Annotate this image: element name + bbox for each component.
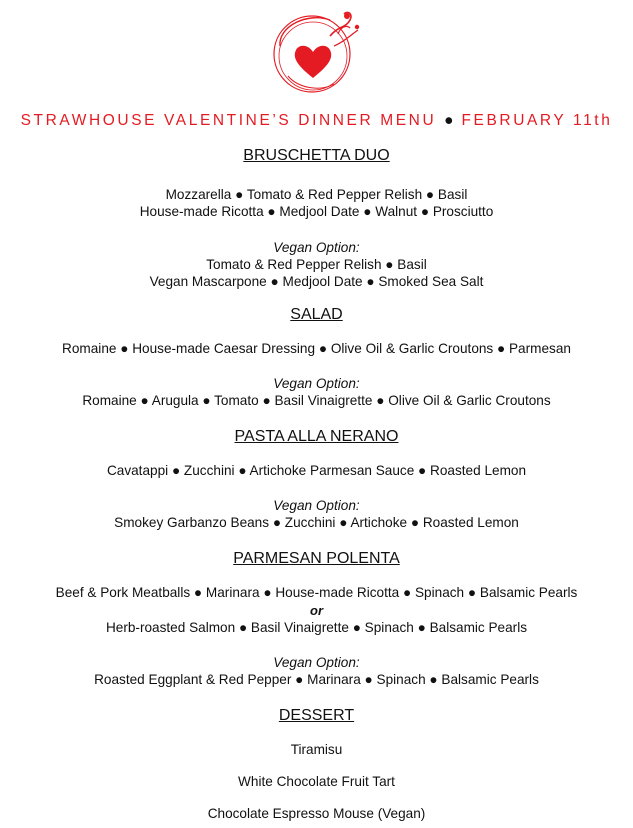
polenta-line-2: Herb-roasted Salmon ● Basil Vinaigrette ● Spinach ● Balsamic Pearls <box>105 620 528 635</box>
menu-date: FEBRUARY 11th <box>461 112 613 129</box>
polenta-line-1: Beef & Pork Meatballs ● Marinara ● House-made Ricotta ● Spinach ● Balsamic Pearls <box>55 585 578 600</box>
salad-vegan-line-1: Romaine ● Arugula ● Tomato ● Basil Vinaigrette ● Olive Oil & Garlic Croutons <box>82 393 551 408</box>
menu-title-main: STRAWHOUSE VALENTINE’S DINNER MENU <box>20 112 437 129</box>
polenta-or: or <box>310 603 323 618</box>
bruschetta-line-1: Mozzarella ● Tomato & Red Pepper Relish ● Basil <box>165 187 468 202</box>
salad-line-1: Romaine ● House-made Caesar Dressing ● Olive Oil & Garlic Croutons ● Parmesan <box>62 341 571 356</box>
title-separator: ● <box>444 112 454 129</box>
menu-title <box>0 112 633 130</box>
bruschetta-vegan-line-2: Vegan Mascarpone ● Medjool Date ● Smoked Sea Salt <box>149 274 484 289</box>
bruschetta-vegan-line-1: Tomato & Red Pepper Relish ● Basil <box>206 257 427 272</box>
bruschetta-line-2: House-made Ricotta ● Medjool Date ● Walnut ● Prosciutto <box>139 204 494 219</box>
section-heading-polenta: PARMESAN POLENTA <box>233 550 400 567</box>
polenta-vegan-label: Vegan Option: <box>273 655 360 670</box>
salad-vegan-label: Vegan Option: <box>273 376 360 391</box>
section-heading-dessert: DESSERT <box>278 707 355 724</box>
dessert-item-2: White Chocolate Fruit Tart <box>238 774 395 789</box>
section-heading-pasta: PASTA ALLA NERANO <box>234 428 399 445</box>
dessert-item-3: Chocolate Espresso Mouse (Vegan) <box>207 806 426 821</box>
pasta-vegan-label: Vegan Option: <box>273 498 360 513</box>
section-heading-bruschetta: BRUSCHETTA DUO <box>243 147 390 164</box>
heart-swirl-logo-icon <box>268 6 364 98</box>
pasta-vegan-line-1: Smokey Garbanzo Beans ● Zucchini ● Artichoke ● Roasted Lemon <box>114 515 519 530</box>
pasta-line-1: Cavatappi ● Zucchini ● Artichoke Parmesan Sauce ● Roasted Lemon <box>106 463 527 478</box>
dessert-item-1: Tiramisu <box>290 742 343 757</box>
section-heading-salad: SALAD <box>290 306 343 323</box>
bruschetta-vegan-label: Vegan Option: <box>273 240 360 255</box>
polenta-vegan-line-1: Roasted Eggplant & Red Pepper ● Marinara ● Spinach ● Balsamic Pearls <box>94 672 539 687</box>
